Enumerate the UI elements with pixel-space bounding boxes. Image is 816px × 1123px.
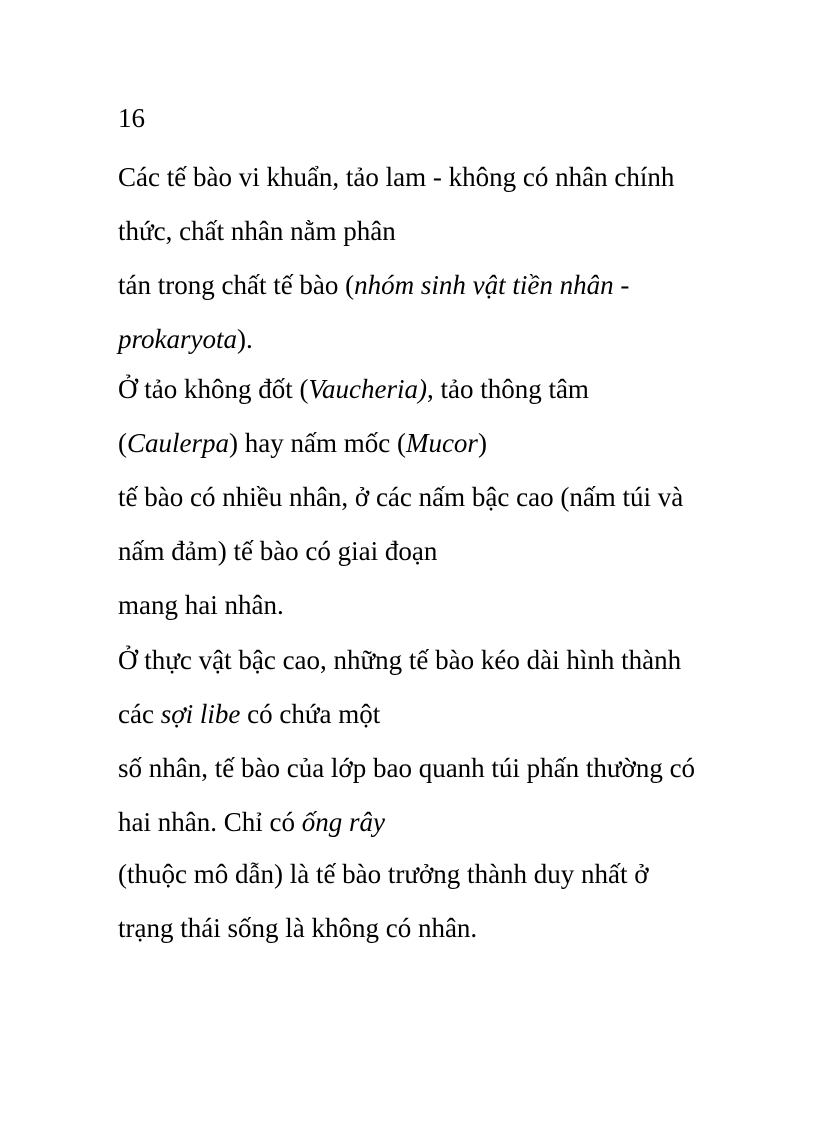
text-run: ) bbox=[477, 428, 487, 458]
text-run: , tảo thông tâm bbox=[426, 374, 589, 404]
text-run: Các tế bào vi khuẩn, tảo lam - không có nhân chính bbox=[118, 162, 675, 192]
text-run: tế bào có nhiều nhân, ở các nấm bậc cao (nấm túi và bbox=[118, 482, 684, 512]
page-number: 16 bbox=[118, 103, 145, 133]
paragraph-line bbox=[118, 416, 738, 470]
italic-term: Vaucheria) bbox=[308, 374, 427, 404]
text-run: thức, chất nhân nằm phân bbox=[118, 216, 396, 246]
text-run: trạng thái sống là không có nhân. bbox=[118, 913, 478, 943]
text-run: có chứa một bbox=[240, 699, 381, 729]
paragraph-line bbox=[118, 362, 738, 416]
paragraph-4 bbox=[118, 470, 738, 578]
paragraph-2 bbox=[118, 258, 738, 366]
text-run: ( bbox=[118, 428, 127, 458]
paragraph-line bbox=[118, 847, 738, 901]
paragraph-line bbox=[118, 470, 738, 524]
paragraph-line bbox=[118, 312, 738, 366]
paragraph-line bbox=[118, 258, 738, 312]
paragraph-6 bbox=[118, 633, 738, 741]
italic-term: Caulerpa bbox=[127, 428, 230, 458]
text-run: mang hai nhân. bbox=[118, 590, 284, 620]
paragraph-1 bbox=[118, 150, 738, 258]
paragraph-line bbox=[118, 150, 738, 204]
text-run: - bbox=[613, 270, 630, 300]
italic-term: sợi libe bbox=[160, 699, 241, 729]
text-run: nấm đảm) tế bào có giai đoạn bbox=[118, 536, 438, 566]
text-run: số nhân, tế bào của lớp bao quanh túi phấn thường có bbox=[118, 753, 696, 783]
text-run: Ở thực vật bậc cao, những tế bào kéo dài hình thành bbox=[118, 645, 682, 675]
paragraph-5 bbox=[118, 578, 738, 632]
text-run: các bbox=[118, 699, 161, 729]
paragraph-line bbox=[118, 204, 738, 258]
text-run: ) hay nấm mốc ( bbox=[229, 428, 406, 458]
text-run: tán trong chất tế bào ( bbox=[118, 270, 355, 300]
italic-term: nhóm sinh vật tiền nhân bbox=[354, 270, 614, 300]
italic-term: ống rây bbox=[301, 807, 385, 837]
italic-term: prokaryota bbox=[118, 324, 237, 354]
paragraph-line bbox=[118, 578, 738, 632]
paragraph-line bbox=[118, 633, 738, 687]
text-run: ). bbox=[236, 324, 253, 354]
paragraph-line bbox=[118, 901, 738, 955]
text-run: Ở tảo không đốt ( bbox=[118, 374, 309, 404]
paragraph-7 bbox=[118, 741, 738, 849]
paragraph-3 bbox=[118, 362, 738, 470]
paragraph-line bbox=[118, 795, 738, 849]
paragraph-8 bbox=[118, 847, 738, 955]
paragraph-line bbox=[118, 687, 738, 741]
paragraph-line bbox=[118, 741, 738, 795]
text-run: hai nhân. Chỉ có bbox=[118, 807, 302, 837]
paragraph-line bbox=[118, 524, 738, 578]
italic-term: Mucor bbox=[405, 428, 478, 458]
text-run: (thuộc mô dẫn) là tế bào trưởng thành duy nhất ở bbox=[118, 859, 649, 889]
